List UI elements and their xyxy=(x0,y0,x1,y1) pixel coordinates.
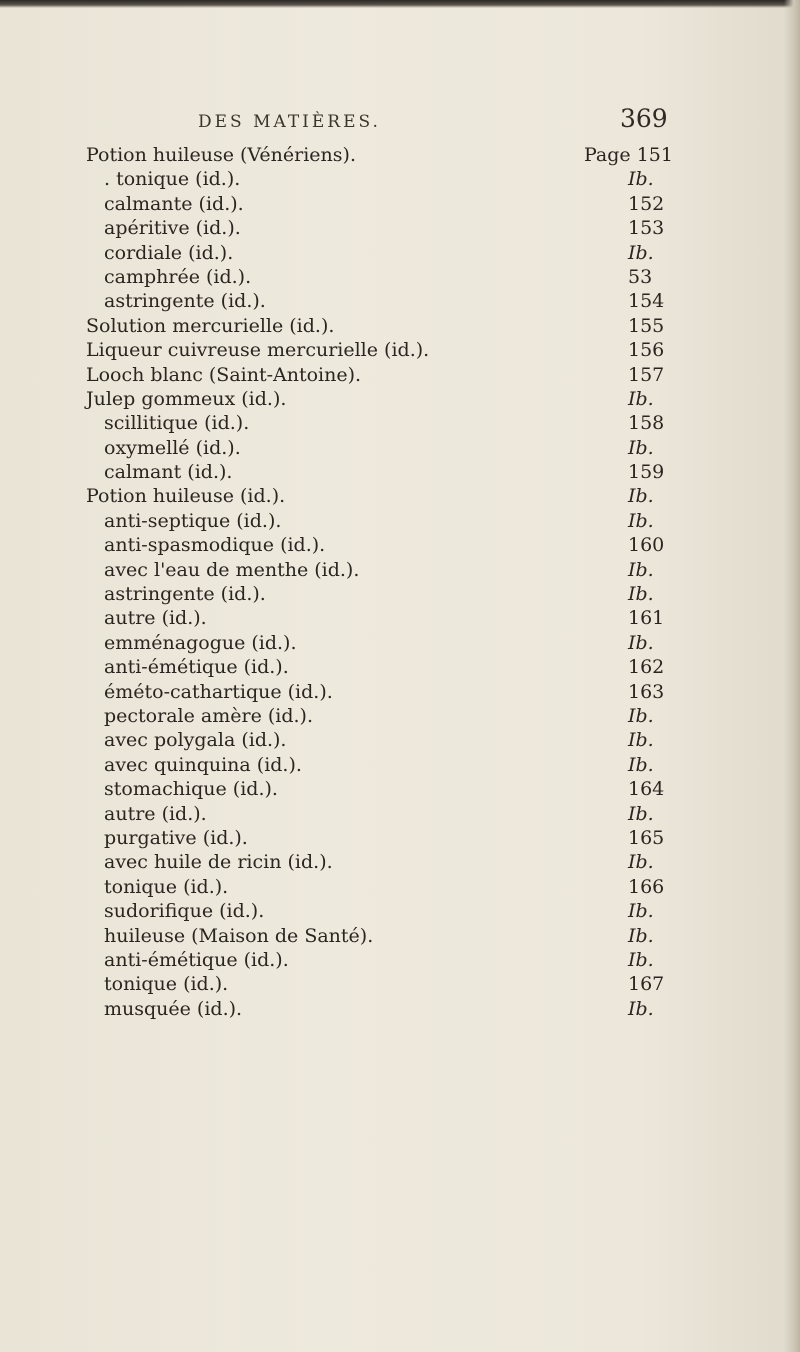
entry-page-ref: 161 xyxy=(628,607,665,630)
entry-text: apéritive (id.). xyxy=(104,217,241,240)
entry-text: anti-spasmodique (id.). xyxy=(104,534,326,557)
entry-page-ref: Ib. xyxy=(628,558,654,581)
entry-text: Potion huileuse (id.). xyxy=(86,485,286,508)
entry-page-ref: Ib. xyxy=(628,802,654,825)
entry-text: autre (id.). xyxy=(104,607,207,630)
index-entry xyxy=(0,338,800,362)
entry-page-ref: Ib. xyxy=(628,851,654,874)
index-entry xyxy=(0,704,800,728)
index-entry xyxy=(0,631,800,655)
entry-page-ref: 154 xyxy=(628,290,665,313)
entry-text: astringente (id.). xyxy=(104,583,266,606)
entry-page-ref: Ib. xyxy=(628,948,654,971)
entry-text: stomachique (id.). xyxy=(104,778,278,801)
index-entry xyxy=(0,802,800,826)
entry-text: avec huile de ricin (id.). xyxy=(104,851,333,874)
entry-page-ref: 157 xyxy=(628,363,665,386)
running-title: DES MATIÈRES. xyxy=(198,112,381,132)
entry-page-ref: Ib. xyxy=(628,241,654,264)
page-number: 369 xyxy=(620,104,668,133)
entry-text: camphrée (id.). xyxy=(104,265,252,288)
index-entry xyxy=(0,411,800,435)
index-entry xyxy=(0,997,800,1021)
page-top-edge xyxy=(0,0,800,8)
index-entry xyxy=(0,363,800,387)
index-entry xyxy=(0,924,800,948)
index-entry xyxy=(0,753,800,777)
index-entry xyxy=(0,167,800,191)
entry-text: anti-émétique (id.). xyxy=(104,948,289,971)
entry-page-ref: Ib. xyxy=(628,704,654,727)
index-entry xyxy=(0,265,800,289)
entry-page-ref: 165 xyxy=(628,826,665,849)
entry-text: cordiale (id.). xyxy=(104,241,234,264)
index-entries xyxy=(0,143,800,1021)
index-entry xyxy=(0,143,800,167)
index-entry xyxy=(0,192,800,216)
entry-page-ref: 152 xyxy=(628,192,665,215)
entry-text: avec l'eau de menthe (id.). xyxy=(104,558,360,581)
entry-text: anti-émétique (id.). xyxy=(104,656,289,679)
index-entry xyxy=(0,436,800,460)
entry-page-ref: Ib. xyxy=(628,168,654,191)
index-entry xyxy=(0,899,800,923)
index-entry xyxy=(0,289,800,313)
entry-text: scillitique (id.). xyxy=(104,412,250,435)
entry-text: avec polygala (id.). xyxy=(104,729,287,752)
entry-page-ref: 158 xyxy=(628,412,665,435)
entry-page-ref: 163 xyxy=(628,680,665,703)
index-entry xyxy=(0,241,800,265)
entry-page-ref: Ib. xyxy=(628,924,654,947)
entry-text: Looch blanc (Saint-Antoine). xyxy=(86,363,362,386)
entry-page-ref: 167 xyxy=(628,973,665,996)
index-entry xyxy=(0,582,800,606)
index-entry xyxy=(0,972,800,996)
entry-text: tonique (id.). xyxy=(104,973,229,996)
index-entry xyxy=(0,606,800,630)
entry-text: purgative (id.). xyxy=(104,826,248,849)
entry-page-ref: 162 xyxy=(628,656,665,679)
index-entry xyxy=(0,826,800,850)
index-entry xyxy=(0,728,800,752)
entry-text: pectorale amère (id.). xyxy=(104,704,313,727)
entry-page-ref: Ib. xyxy=(628,900,654,923)
running-head xyxy=(0,104,800,144)
entry-text: Julep gommeux (id.). xyxy=(86,387,287,410)
entry-text: tonique (id.). xyxy=(104,875,229,898)
index-entry xyxy=(0,777,800,801)
entry-text: sudorifique (id.). xyxy=(104,900,265,923)
entry-text: calmante (id.). xyxy=(104,192,244,215)
entry-page-ref: 166 xyxy=(628,875,665,898)
index-entry xyxy=(0,875,800,899)
entry-page-ref: 156 xyxy=(628,339,665,362)
entry-text: astringente (id.). xyxy=(104,290,266,313)
entry-page-ref: Page 151 xyxy=(584,144,673,166)
index-entry xyxy=(0,533,800,557)
entry-text: autre (id.). xyxy=(104,802,207,825)
entry-page-ref: 159 xyxy=(628,461,665,484)
index-entry xyxy=(0,680,800,704)
entry-text: oxymellé (id.). xyxy=(104,436,241,459)
entry-text: calmant (id.). xyxy=(104,461,233,484)
entry-page-ref: Ib. xyxy=(628,387,654,410)
entry-page-ref: 164 xyxy=(628,778,665,801)
entry-text: huileuse (Maison de Santé). xyxy=(104,924,374,947)
index-entry xyxy=(0,460,800,484)
entry-page-ref: Ib. xyxy=(628,485,654,508)
entry-page-ref: 53 xyxy=(628,265,653,288)
entry-page-ref: 153 xyxy=(628,217,665,240)
index-entry xyxy=(0,314,800,338)
entry-page-ref: Ib. xyxy=(628,631,654,654)
index-entry xyxy=(0,655,800,679)
entry-text: Potion huileuse (Vénériens). xyxy=(86,144,356,166)
entry-page-ref: Ib. xyxy=(628,753,654,776)
entry-page-ref: Ib. xyxy=(628,997,654,1020)
index-entry xyxy=(0,948,800,972)
entry-text: . tonique (id.). xyxy=(104,168,241,191)
entry-page-ref: Ib. xyxy=(628,509,654,532)
entry-page-ref: Ib. xyxy=(628,436,654,459)
entry-text: musquée (id.). xyxy=(104,997,243,1020)
entry-text: Solution mercurielle (id.). xyxy=(86,314,335,337)
index-entry xyxy=(0,850,800,874)
entry-text: éméto-cathartique (id.). xyxy=(104,680,333,703)
entry-page-ref: 155 xyxy=(628,314,665,337)
entry-text: anti-septique (id.). xyxy=(104,509,282,532)
entry-text: Liqueur cuivreuse mercurielle (id.). xyxy=(86,339,430,362)
index-entry xyxy=(0,484,800,508)
entry-page-ref: Ib. xyxy=(628,729,654,752)
index-entry xyxy=(0,216,800,240)
index-entry xyxy=(0,558,800,582)
index-entry xyxy=(0,509,800,533)
entry-page-ref: 160 xyxy=(628,534,665,557)
entry-text: emménagogue (id.). xyxy=(104,631,297,654)
entry-page-ref: Ib. xyxy=(628,583,654,606)
index-entry xyxy=(0,387,800,411)
entry-text: avec quinquina (id.). xyxy=(104,753,302,776)
